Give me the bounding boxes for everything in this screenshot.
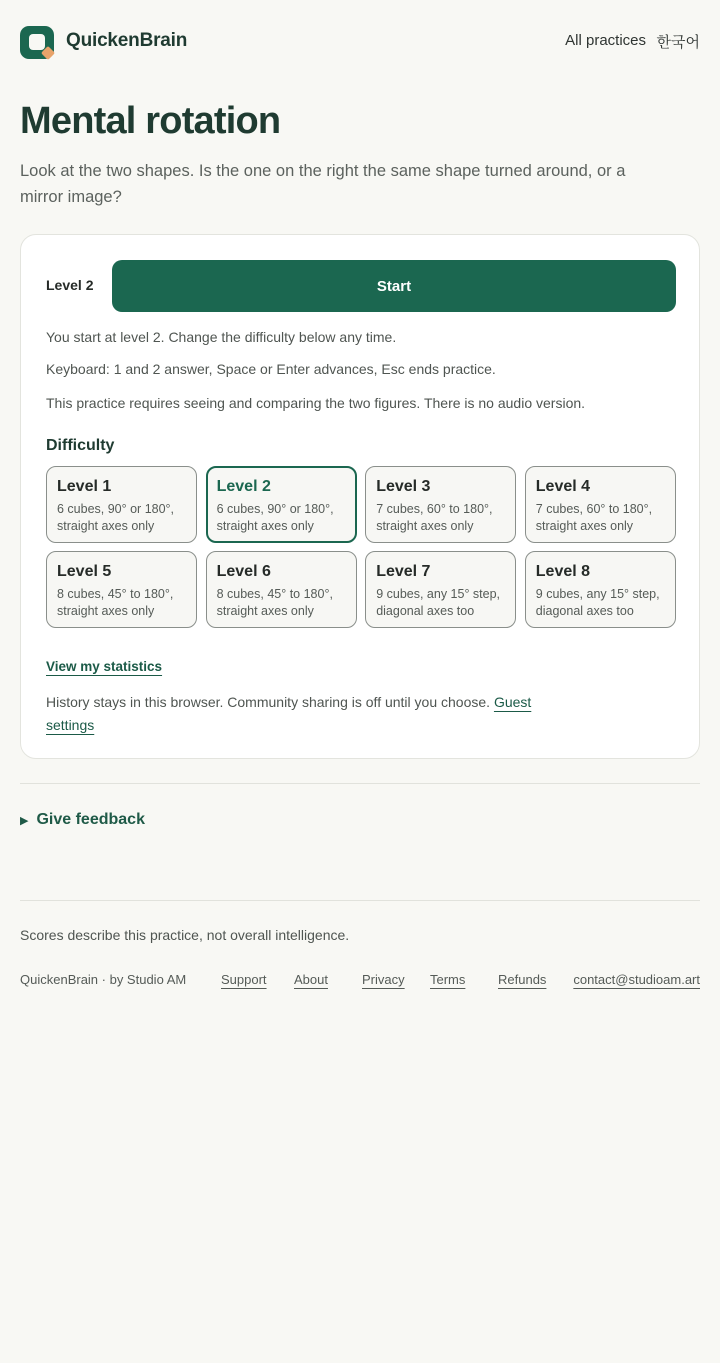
footer-support-link[interactable]: Support [221, 972, 267, 987]
brand-name[interactable]: QuickenBrain [66, 30, 188, 51]
level-option-8[interactable] [525, 551, 676, 628]
level-name: Level 3 [376, 478, 431, 495]
footer-about-link[interactable]: About [294, 972, 328, 987]
divider [20, 900, 700, 901]
footer-credit: QuickenBrain · by Studio AM [20, 972, 187, 987]
level-name: Level 7 [376, 563, 431, 580]
level-description: 9 cubes, any 15° step, diagonal axes too [376, 587, 501, 618]
level-description: 7 cubes, 60° to 180°, straight axes only [535, 502, 653, 533]
level-option-2[interactable] [206, 466, 357, 543]
footer-contact-link[interactable]: contact@studioam.art [573, 972, 700, 987]
level-description: 8 cubes, 45° to 180°, straight axes only [216, 587, 333, 618]
logo-icon[interactable] [20, 26, 56, 60]
level-option-3[interactable] [365, 466, 516, 543]
level-description: 6 cubes, 90° or 180°, straight axes only [57, 502, 175, 533]
disclosure-triangle-icon: ▶ [20, 814, 29, 827]
level-name: Level 2 [216, 478, 271, 495]
footer-terms-link[interactable]: Terms [430, 972, 466, 987]
level-name: Level 8 [535, 563, 591, 580]
keyboard-note: Keyboard: 1 and 2 answer, Space or Enter advances, Esc ends practice. [46, 361, 496, 377]
level-description: 9 cubes, any 15° step, diagonal axes too [535, 587, 660, 618]
level-name: Level 6 [216, 563, 271, 580]
level-name: Level 1 [57, 478, 112, 495]
footer-privacy-link[interactable]: Privacy [362, 972, 405, 987]
level-name: Level 4 [535, 478, 591, 495]
current-level-label: Level 2 [46, 277, 94, 293]
level-option-1[interactable] [46, 466, 197, 543]
level-description: 7 cubes, 60° to 180°, straight axes only [376, 502, 493, 533]
give-feedback-toggle[interactable] [20, 811, 145, 829]
page-title: Mental rotation [20, 100, 281, 142]
level-option-5[interactable] [46, 551, 197, 628]
view-statistics-link[interactable]: View my statistics [46, 659, 163, 674]
level-option-6[interactable] [206, 551, 357, 628]
difficulty-heading: Difficulty [46, 437, 115, 454]
level-description: 8 cubes, 45° to 180°, straight axes only [57, 587, 174, 618]
intro-text: Look at the two shapes. Is the one on the right the same shape turned around, or a mirror image? [20, 162, 626, 206]
start-button[interactable]: Start [112, 260, 676, 312]
level-option-7[interactable] [365, 551, 516, 628]
give-feedback-label: Give feedback [36, 811, 145, 828]
footer-refunds-link[interactable]: Refunds [498, 972, 547, 987]
scores-disclaimer: Scores describe this practice, not overall intelligence. [20, 927, 350, 943]
practice-card [20, 234, 700, 759]
level-note: You start at level 2. Change the difficulty below any time. [46, 329, 397, 345]
history-text: History stays in this browser. Community sharing is off until you choose. [46, 694, 491, 710]
guest-settings-link[interactable]: Guest settings [46, 694, 532, 733]
level-name: Level 5 [57, 563, 112, 580]
difficulty-grid [46, 466, 676, 628]
divider [20, 783, 700, 784]
history-note [46, 691, 566, 737]
site-header [20, 24, 700, 60]
language-switch[interactable]: 한국어 [656, 34, 700, 51]
nav-all-practices[interactable]: All practices [565, 32, 646, 49]
level-option-4[interactable] [525, 466, 676, 543]
level-description: 6 cubes, 90° or 180°, straight axes only [216, 502, 334, 533]
accessibility-note: This practice requires seeing and comparing the two figures. There is no audio version. [46, 395, 586, 411]
